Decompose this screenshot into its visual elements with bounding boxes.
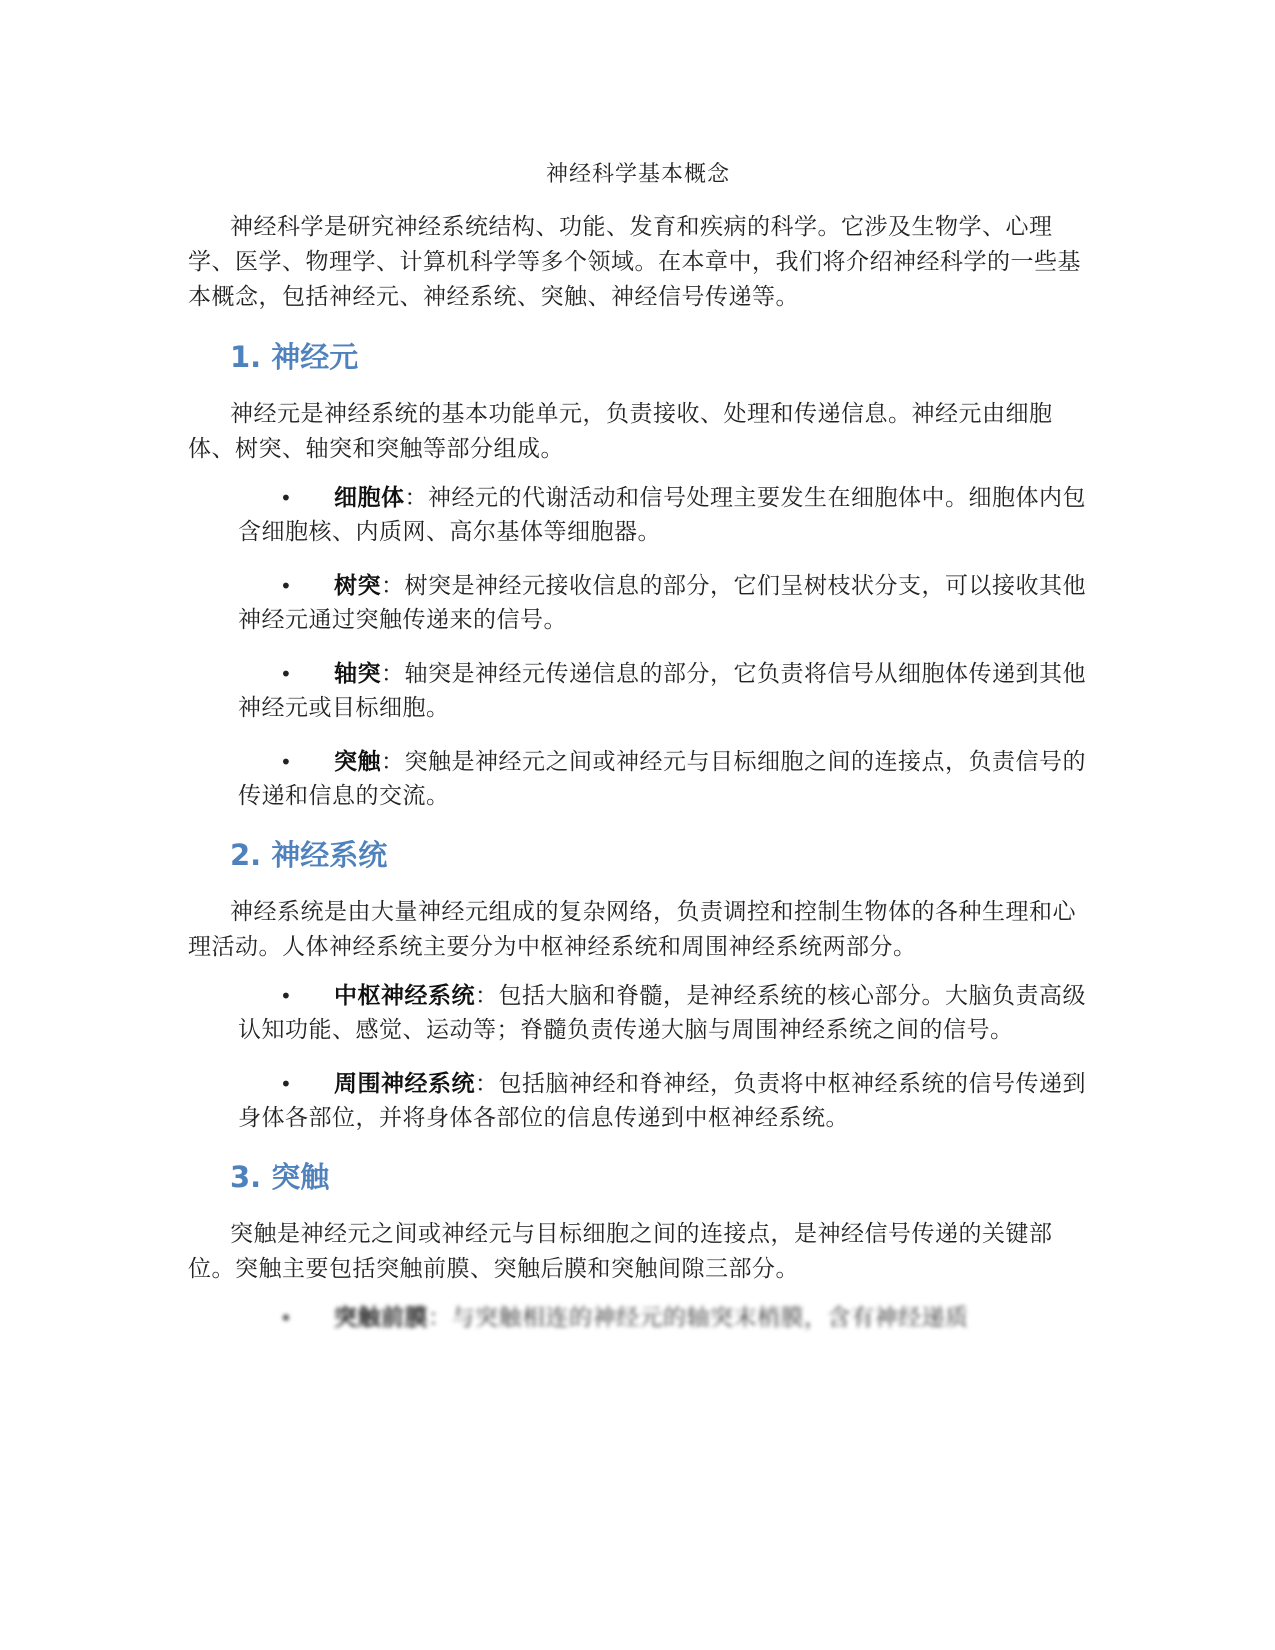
intro-paragraph: 神经科学是研究神经系统结构、功能、发育和疾病的科学。它涉及生物学、心理学、医学、物理学、计算机科学等多个领域。在本章中，我们将介绍神经科学的一些基本概念，包括神经元、神经系统、突触、神经信号传递等。: [188, 214, 1081, 310]
section-heading-neuron: 1. 神经元: [230, 340, 359, 374]
list-item-separator: ：: [381, 573, 405, 599]
list-item-text: 包括脑神经和脊神经，负责将中枢神经系统的信号传递到身体各部位，并将身体各部位的信息传递到中枢神经系统。: [238, 1071, 1086, 1131]
list-item: [238, 1067, 1088, 1135]
list-item-text: 神经元的代谢活动和信号处理主要发生在细胞体中。细胞体内包含细胞核、内质网、高尔基体等细胞器。: [238, 485, 1086, 545]
list-item-separator: ：: [428, 1305, 452, 1331]
list-item-text: 轴突是神经元传递信息的部分，它负责将信号从细胞体传递到其他神经元或目标细胞。: [238, 661, 1086, 721]
list-item-text: 突触是神经元之间或神经元与目标细胞之间的连接点，负责信号的传递和信息的交流。: [238, 749, 1086, 809]
list-item-separator: ：: [475, 1071, 499, 1097]
list-item-text: 包括大脑和脊髓，是神经系统的核心部分。大脑负责高级认知功能、感觉、运动等；脊髓负责传递大脑与周围神经系统之间的信号。: [238, 983, 1086, 1043]
list-item-term: 细胞体: [334, 485, 405, 511]
list-item-term: 突触前膜: [334, 1305, 428, 1331]
list-item-term: 中枢神经系统: [334, 983, 475, 1009]
bullet-icon: •: [280, 984, 293, 1008]
list-item-separator: ：: [404, 485, 428, 511]
list-item: [238, 569, 1088, 637]
list-item-term: 周围神经系统: [334, 1071, 475, 1097]
section-paragraph-synapse: 突触是神经元之间或神经元与目标细胞之间的连接点，是神经信号传递的关键部位。突触主要包括突触前膜、突触后膜和突触间隙三部分。: [188, 1221, 1053, 1282]
list-item: [238, 657, 1088, 725]
list-item-separator: ：: [381, 661, 405, 687]
section-heading-nervous-system: 2. 神经系统: [230, 838, 388, 872]
list-item-term: 树突: [334, 573, 381, 599]
list-item-text: 与突触相连的神经元的轴突末梢膜，含有神经递质: [451, 1305, 969, 1331]
section-paragraph-neuron: 神经元是神经系统的基本功能单元，负责接收、处理和传递信息。神经元由细胞体、树突、轴突和突触等部分组成。: [188, 401, 1053, 462]
list-item-separator: ：: [475, 983, 499, 1009]
bullet-icon: •: [280, 486, 293, 510]
list-item: [238, 745, 1088, 813]
bullet-icon: •: [280, 1306, 293, 1330]
section-heading-synapse: 3. 突触: [230, 1160, 330, 1194]
bullet-icon: •: [280, 750, 293, 774]
list-item-text: 树突是神经元接收信息的部分，它们呈树枝状分支，可以接收其他神经元通过突触传递来的信号。: [238, 573, 1086, 633]
list-item-term: 突触: [334, 749, 381, 775]
section-paragraph-nervous-system: 神经系统是由大量神经元组成的复杂网络，负责调控和控制生物体的各种生理和心理活动。人体神经系统主要分为中枢神经系统和周围神经系统两部分。: [188, 899, 1076, 960]
nervous-system-list: [188, 979, 1088, 1135]
bullet-icon: •: [280, 662, 293, 686]
document-title: 神经科学基本概念: [545, 162, 730, 187]
document-page: [188, 160, 1088, 1355]
neuron-parts-list: [188, 481, 1088, 813]
bullet-icon: •: [280, 574, 293, 598]
synapse-list: [188, 1301, 1088, 1335]
list-item: [238, 1301, 1088, 1335]
list-item-separator: ：: [381, 749, 405, 775]
list-item: [238, 979, 1088, 1047]
list-item-term: 轴突: [334, 661, 381, 687]
bullet-icon: •: [280, 1072, 293, 1096]
list-item: [238, 481, 1088, 549]
